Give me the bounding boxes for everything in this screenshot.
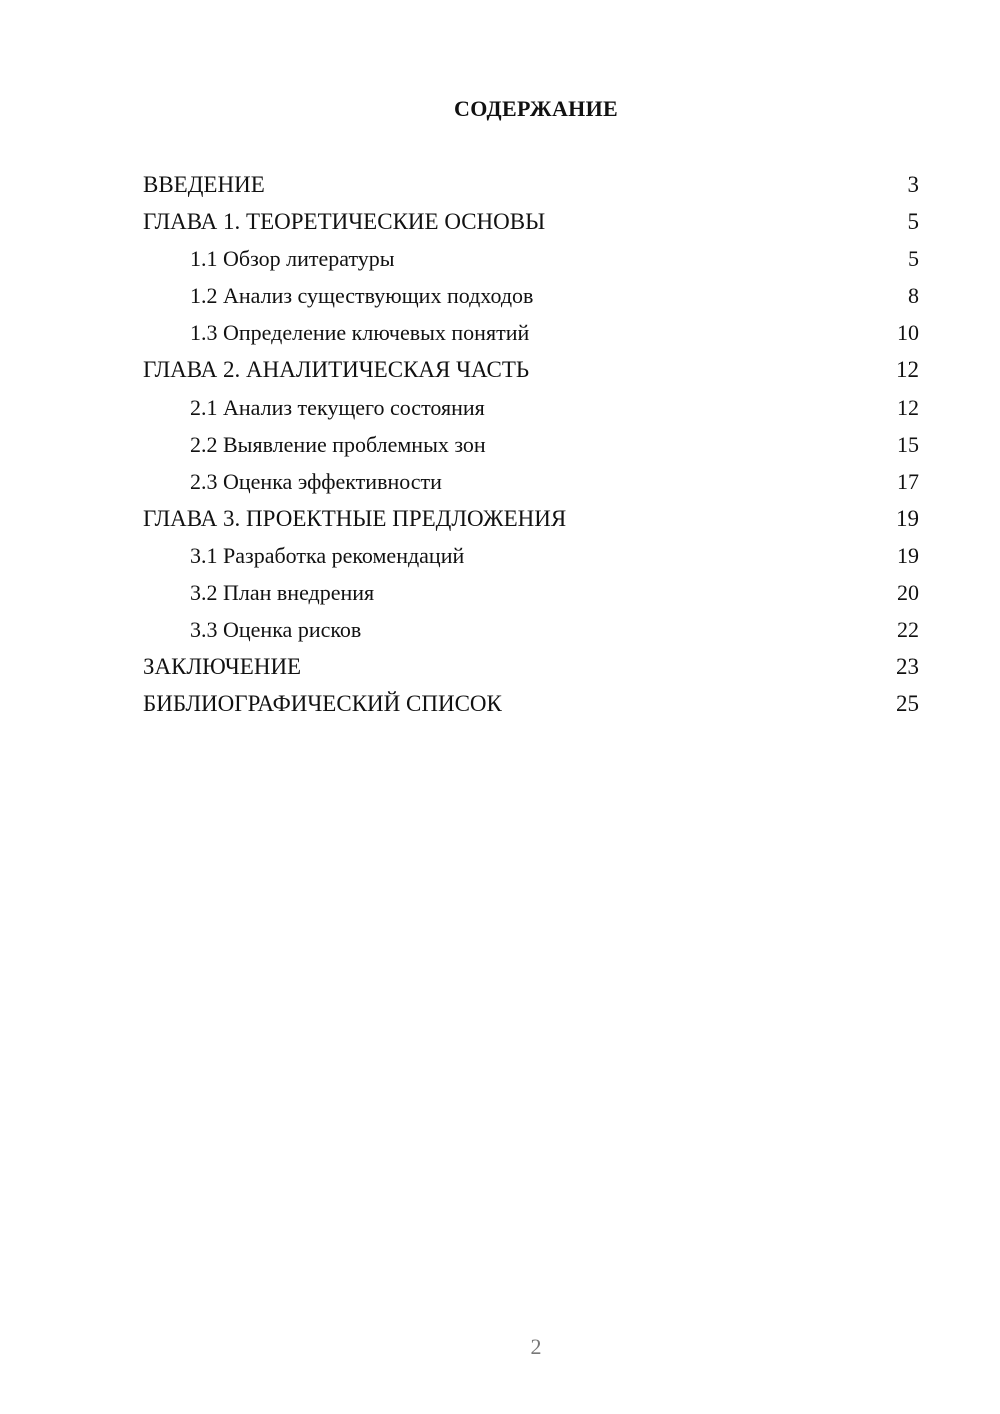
toc-entry bbox=[143, 203, 919, 240]
table-of-contents bbox=[143, 166, 919, 722]
toc-entry-page: 3 bbox=[907, 172, 919, 197]
toc-entry bbox=[143, 611, 919, 648]
toc-entry bbox=[143, 314, 919, 351]
toc-entry-page: 10 bbox=[897, 320, 919, 346]
toc-entry-page: 12 bbox=[896, 357, 919, 383]
toc-entry-page: 19 bbox=[896, 505, 919, 531]
toc-entry-label: 1.3 Определение ключевых понятий bbox=[190, 320, 530, 346]
toc-entry-page: 8 bbox=[908, 283, 919, 309]
toc-entry bbox=[143, 351, 919, 388]
toc-entry-label: БИБЛИОГРАФИЧЕСКИЙ СПИСОК bbox=[143, 691, 502, 717]
toc-entry-page: 5 bbox=[908, 246, 919, 272]
toc-entry bbox=[143, 389, 919, 426]
toc-entry bbox=[143, 574, 919, 611]
toc-entry-label: 2.2 Выявление проблемных зон bbox=[190, 431, 486, 457]
toc-entry-page: 5 bbox=[907, 209, 919, 235]
toc-entry-label: 3.3 Оценка рисков bbox=[190, 617, 362, 643]
toc-entry bbox=[143, 500, 919, 537]
toc-entry bbox=[143, 648, 919, 685]
toc-entry bbox=[143, 537, 919, 574]
toc-entry-label: ВВЕДЕНИЕ bbox=[143, 172, 265, 197]
toc-entry-label: 2.3 Оценка эффективности bbox=[190, 468, 442, 494]
toc-entry bbox=[143, 685, 919, 722]
page-number: 2 bbox=[530, 1334, 542, 1359]
toc-entry-label: 1.1 Обзор литературы bbox=[190, 246, 395, 272]
toc-entry-page: 12 bbox=[897, 394, 919, 420]
toc-entry-label: ГЛАВА 2. АНАЛИТИЧЕСКАЯ ЧАСТЬ bbox=[143, 357, 530, 383]
toc-entry-label: 2.1 Анализ текущего состояния bbox=[190, 394, 485, 420]
toc-entry-page: 15 bbox=[897, 431, 919, 457]
toc-entry-label: 1.2 Анализ существующих подходов bbox=[190, 283, 534, 309]
toc-entry-page: 22 bbox=[897, 617, 919, 643]
toc-entry-page: 23 bbox=[896, 654, 919, 680]
toc-entry bbox=[143, 277, 919, 314]
toc-entry-label: 3.2 План внедрения bbox=[190, 580, 375, 606]
toc-entry-label: ГЛАВА 1. ТЕОРЕТИЧЕСКИЕ ОСНОВЫ bbox=[143, 209, 546, 235]
toc-entry bbox=[143, 463, 919, 500]
page-title: СОДЕРЖАНИЕ bbox=[454, 96, 618, 121]
toc-entry-label: 3.1 Разработка рекомендаций bbox=[190, 542, 465, 568]
toc-entry bbox=[143, 166, 919, 203]
toc-entry bbox=[143, 426, 919, 463]
toc-entry-page: 25 bbox=[896, 691, 919, 717]
toc-entry bbox=[143, 240, 919, 277]
toc-entry-page: 20 bbox=[897, 580, 919, 606]
toc-entry-label: ГЛАВА 3. ПРОЕКТНЫЕ ПРЕДЛОЖЕНИЯ bbox=[143, 505, 567, 531]
toc-entry-label: ЗАКЛЮЧЕНИЕ bbox=[143, 654, 302, 680]
toc-entry-page: 19 bbox=[897, 542, 919, 568]
toc-entry-page: 17 bbox=[897, 468, 919, 494]
